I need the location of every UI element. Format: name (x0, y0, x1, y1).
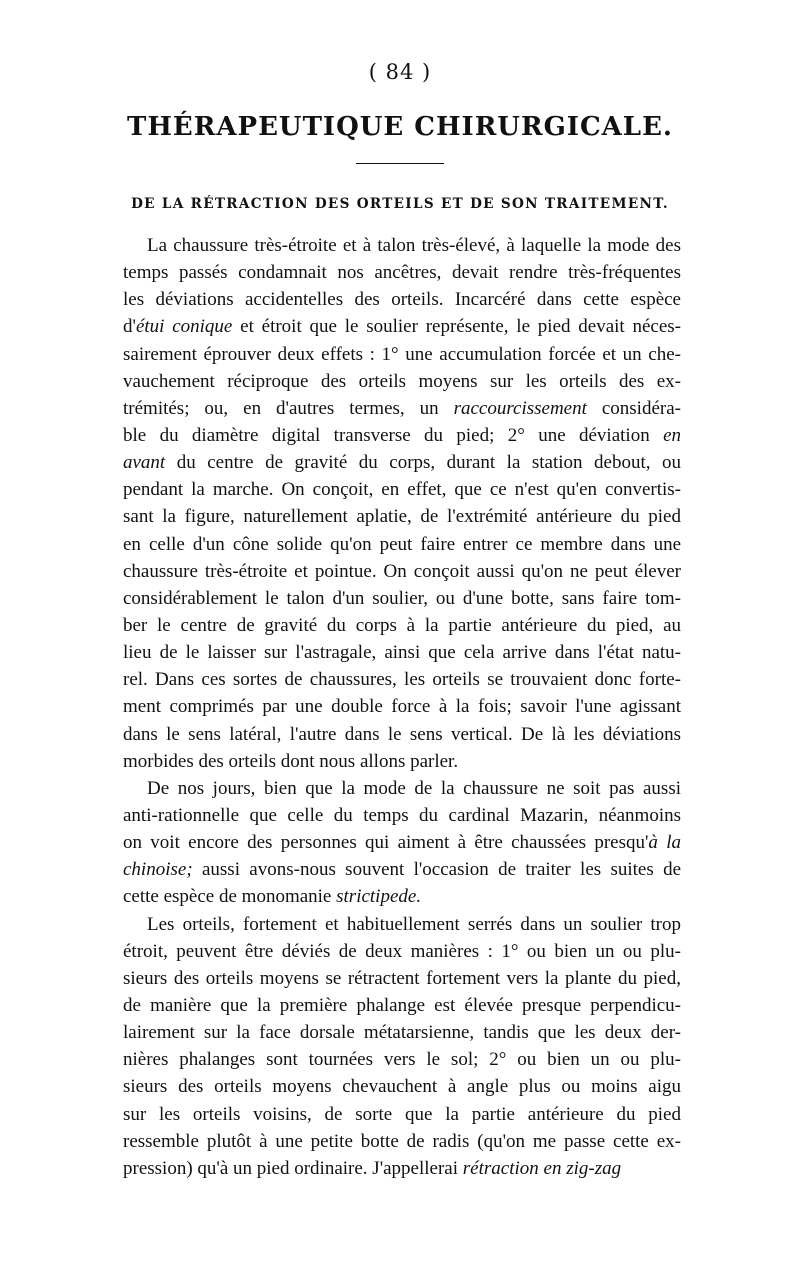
body-text (123, 232, 681, 1182)
paragraph (123, 232, 681, 775)
text-run: anti-rationnelle que celle du temps du cardinal Mazarin, néanmoins (123, 804, 681, 826)
text-line (123, 1019, 681, 1046)
text-run: ressemble plutôt à une petite botte de radis (qu'on me passe cette ex- (123, 1130, 681, 1152)
italic-text: rétraction en zig-zag (462, 1157, 622, 1179)
text-line (123, 775, 681, 802)
text-run: étroit, peuvent être déviés de deux manières : 1° ou bien un ou plu- (123, 940, 681, 962)
text-line (123, 1128, 681, 1155)
text-line (123, 721, 681, 748)
italic-text: étui conique (135, 316, 233, 338)
italic-text: en (663, 424, 681, 446)
text-line (123, 693, 681, 720)
text-line (123, 1073, 681, 1100)
text-line (123, 1046, 681, 1073)
text-run: rel. Dans ces sortes de chaussures, les orteils se trouvaient donc forte- (123, 669, 681, 691)
text-run: de manière que la première phalange est élevée presque perpendicu- (123, 994, 681, 1016)
text-run: La chaussure très-étroite et à talon très-élevé, à laquelle la mode des (147, 235, 681, 256)
text-line (123, 259, 681, 286)
text-run: d' (123, 316, 136, 338)
text-run: pendant la marche. On conçoit, en effet, que ce n'est qu'en convertis- (123, 479, 681, 501)
text-line (123, 531, 681, 558)
text-run: ment comprimés par une double force à la fois; savoir l'une agissant (123, 696, 681, 718)
title-rule (356, 163, 444, 164)
text-run: temps passés condamnait nos ancêtres, devait rendre très-fréquentes (123, 262, 681, 284)
paragraph (123, 911, 681, 1182)
text-line (123, 368, 681, 395)
text-run: sant la figure, naturellement aplatie, de l'extrémité antérieure du pied (123, 506, 681, 528)
text-run: sieurs des orteils moyens se rétractent fortement vers la plante du pied, (123, 967, 681, 989)
text-line (123, 232, 681, 259)
text-run: cette espèce de monomanie (123, 886, 337, 908)
text-line (123, 1155, 681, 1182)
text-line (123, 558, 681, 585)
italic-text: strictipede. (336, 886, 422, 908)
text-line (123, 856, 681, 883)
text-line (123, 503, 681, 530)
text-line (123, 938, 681, 965)
text-run: ble du diamètre digital transverse du pied; 2° une déviation (123, 424, 664, 446)
text-run: lairement sur la face dorsale métatarsienne, tandis que les deux der- (123, 1022, 681, 1044)
text-line (123, 911, 681, 938)
text-run: en celle d'un cône solide qu'on peut faire entrer ce membre dans une (123, 533, 681, 555)
text-run: sur les orteils voisins, de sorte que la partie antérieure du pied (123, 1103, 681, 1125)
text-line (123, 748, 681, 775)
text-line (123, 666, 681, 693)
text-line (123, 992, 681, 1019)
text-line (123, 639, 681, 666)
text-run: ber le centre de gravité du corps à la partie antérieure du pied, au (123, 614, 681, 636)
italic-text: à la (648, 832, 682, 854)
text-run: du centre de gravité du corps, durant la station debout, ou (165, 452, 681, 474)
text-line (123, 883, 681, 910)
text-line (123, 449, 681, 476)
text-run: aussi avons-nous souvent l'occasion de traiter les suites de (192, 859, 681, 881)
text-run: nières phalanges sont tournées vers le sol; 2° ou bien un ou plu- (123, 1049, 681, 1071)
text-run: considérablement le talon d'un soulier, ou d'une botte, sans faire tom- (123, 587, 681, 609)
text-line (123, 965, 681, 992)
text-line (123, 395, 681, 422)
text-line (123, 422, 681, 449)
text-run: sieurs des orteils moyens chevauchent à angle plus ou moins aigu (123, 1076, 681, 1098)
text-run: pression) qu'à un pied ordinaire. J'appellerai (123, 1157, 463, 1179)
text-run: vauchement réciproque des orteils moyens sur les orteils des ex- (123, 370, 681, 392)
text-line (123, 802, 681, 829)
text-run: sairement éprouver deux effets : 1° une accumulation forcée et un che- (123, 343, 681, 365)
text-run: lieu de le laisser sur l'astragale, ainsi que cela arrive dans l'état natu- (123, 642, 681, 664)
text-line (123, 612, 681, 639)
text-run: et étroit que le soulier représente, le pied devait néces- (232, 316, 682, 338)
text-run: considéra- (586, 397, 681, 419)
chapter-title: THÉRAPEUTIQUE CHIRURGICALE. (127, 112, 673, 142)
text-line (123, 1101, 681, 1128)
text-run: on voit encore des personnes qui aiment à être chaussées presqu' (123, 832, 649, 854)
text-run: dans le sens latéral, l'autre dans le sens vertical. De là les déviations (123, 723, 681, 745)
italic-text: chinoise; (123, 859, 193, 881)
page-number: ( 84 ) (368, 60, 432, 84)
text-run: trémités; ou, en d'autres termes, un (123, 397, 454, 419)
text-run: morbides des orteils dont nous allons parler. (123, 750, 459, 772)
text-line (123, 476, 681, 503)
paragraph (123, 775, 681, 911)
text-line (123, 829, 681, 856)
italic-text: raccourcissement (453, 397, 587, 419)
text-line (123, 313, 681, 340)
text-run: De nos jours, bien que la mode de la chaussure ne soit pas aussi (147, 777, 681, 799)
text-line (123, 585, 681, 612)
text-run: chaussure très-étroite et pointue. On conçoit aussi qu'on ne peut élever (123, 560, 681, 582)
section-heading: DE LA RÉTRACTION DES ORTEILS ET DE SON TRAITEMENT. (131, 196, 669, 212)
italic-text: avant (123, 452, 166, 474)
text-line (123, 341, 681, 368)
text-run: Les orteils, fortement et habituellement serrés dans un soulier trop (147, 913, 681, 935)
text-line (123, 286, 681, 313)
text-run: les déviations accidentelles des orteils. Incarcéré dans cette espèce (123, 289, 681, 311)
